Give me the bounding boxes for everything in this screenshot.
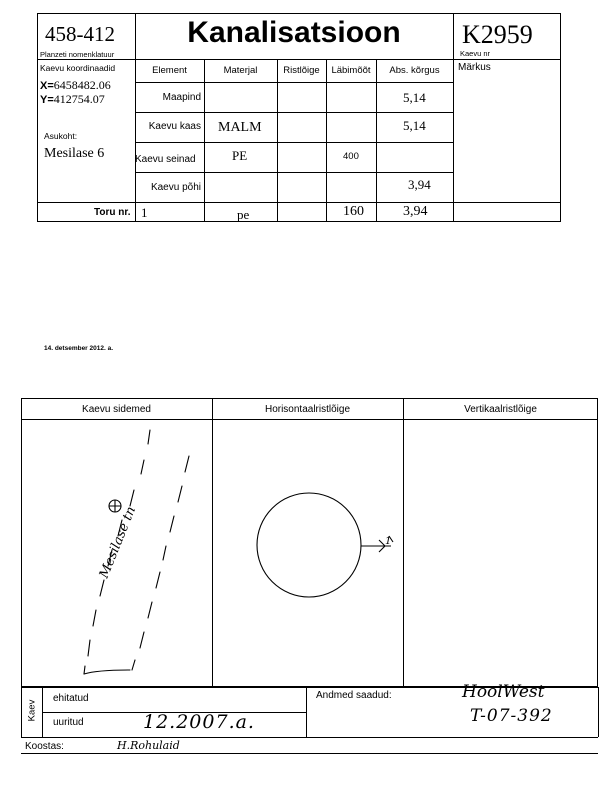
pipe-number: 1 — [141, 205, 148, 220]
page-title: Kanalisatsioon — [187, 16, 401, 49]
col-header-abs-height: Abs. kõrgus — [389, 65, 440, 76]
street-label: Mesilase tn — [96, 504, 140, 581]
pipe-marker: 1 — [385, 536, 392, 547]
location-value: Mesilase 6 — [44, 146, 105, 161]
built-label: ehitatud — [53, 693, 89, 704]
date-line: 14. detsember 2012. a. — [44, 345, 114, 352]
surveyed-label: uuritud — [53, 717, 84, 728]
footer-side-label: Kaev — [26, 699, 38, 722]
horizontal-section-sketch — [213, 420, 403, 686]
author-underline — [21, 753, 598, 754]
row-abs-height-ground: 5,14 — [403, 90, 426, 105]
section-header-horizontal: Horisontaalristlõige — [264, 404, 351, 415]
row-element-walls: Kaevu seinad — [135, 154, 196, 165]
row-diameter-walls: 400 — [343, 151, 359, 162]
col-header-diameter: Läbimõõt — [331, 65, 371, 76]
x-coordinate-value: 6458482.06 — [53, 78, 111, 92]
section-header-vertical: Vertikaalristlõige — [464, 404, 537, 415]
location-label: Asukoht: — [44, 131, 78, 141]
author-value: H.Rohulaid — [117, 739, 180, 752]
row-material-walls: PE — [232, 148, 248, 163]
well-number: K2959 — [462, 20, 533, 49]
y-coordinate-value: 412754.07 — [53, 92, 105, 106]
data-source-label: Andmed saadud: — [316, 690, 392, 701]
surveyed-value: 12.2007.a. — [143, 711, 255, 733]
x-coordinate — [40, 78, 111, 93]
data-source-value-1: HoolWest — [462, 682, 545, 702]
pipe-row-label: Toru nr. — [94, 207, 131, 218]
notes-label: Märkus — [458, 62, 491, 73]
pipe-material: pe — [237, 207, 250, 222]
row-abs-height-cover: 5,14 — [403, 118, 426, 133]
col-header-cross-section: Ristlõige — [283, 65, 320, 76]
well-number-label: Kaevu nr — [460, 49, 491, 58]
author-label: Koostas: — [25, 741, 64, 752]
x-coordinate-label: X= — [40, 80, 54, 92]
row-element-cover: Kaevu kaas — [148, 121, 201, 132]
map-sheet-number: 458-412 — [45, 22, 115, 46]
map-sheet-label: Planzeti nomenklatuur — [40, 50, 115, 59]
y-coordinate-label: Y= — [40, 94, 54, 106]
row-abs-height-bottom: 3,94 — [408, 177, 431, 192]
row-material-cover: MALM — [218, 120, 262, 135]
row-element-ground: Maapind — [162, 92, 201, 103]
coordinates-label: Kaevu koordinaadid — [40, 63, 116, 73]
section-header-well-ties: Kaevu sidemed — [82, 404, 151, 415]
data-source-value-2: T-07-392 — [470, 706, 553, 726]
pipe-diameter: 160 — [343, 204, 364, 219]
y-coordinate — [40, 92, 105, 107]
row-element-bottom: Kaevu põhi — [150, 182, 201, 193]
col-header-material: Materjal — [223, 65, 258, 76]
pipe-abs-height: 3,94 — [403, 204, 428, 219]
col-header-element: Element — [152, 65, 187, 76]
